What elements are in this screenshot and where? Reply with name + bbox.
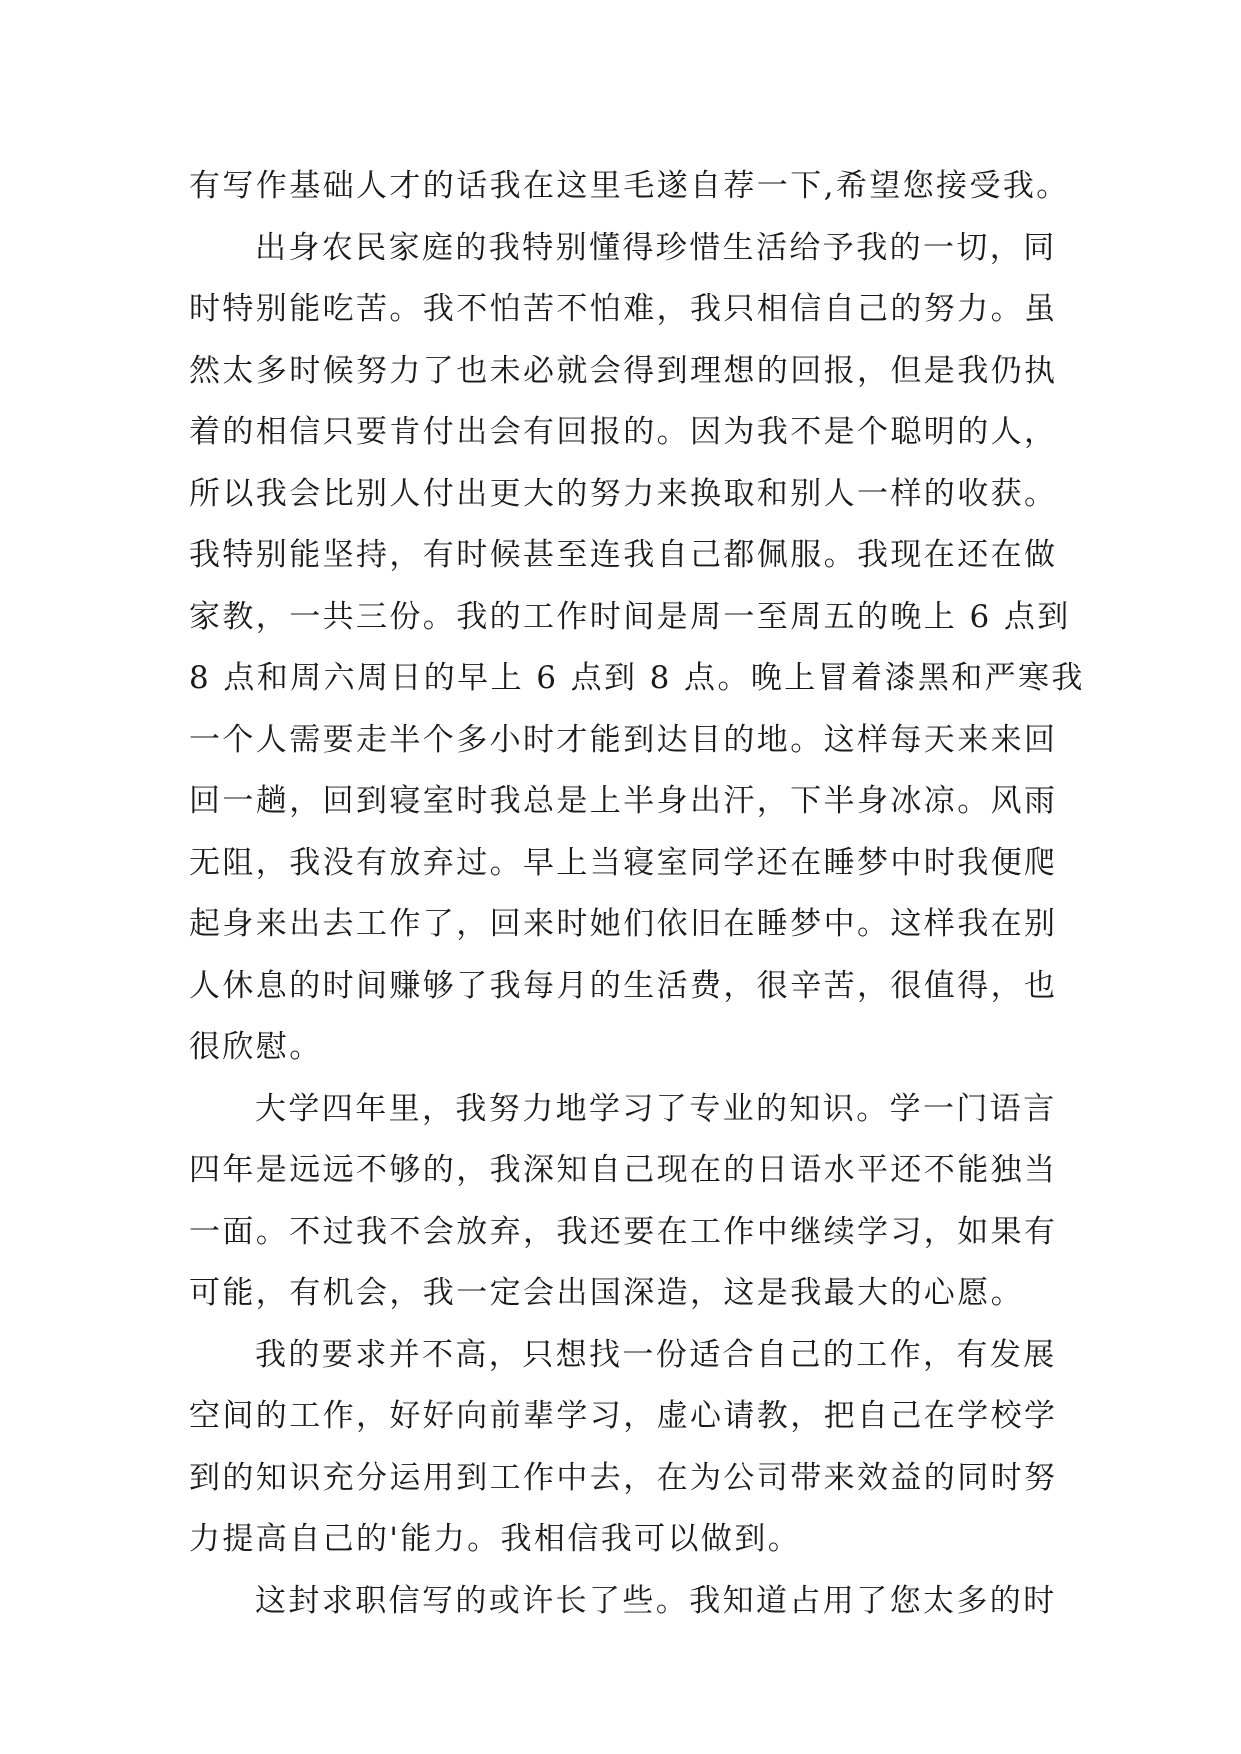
text-line: 然太多时候努力了也未必就会得到理想的回报，但是我仍执: [189, 352, 1058, 389]
text-line: 家教，一共三份。我的工作时间是周一至周五的晚上 6 点到: [189, 598, 1071, 635]
text-line: 回一趟，回到寝室时我总是上半身出汗，下半身冰凉。风雨: [189, 783, 1058, 819]
text-line: 时特别能吃苦。我不怕苦不怕难，我只相信自己的努力。虽: [189, 291, 1058, 327]
text-line: 所以我会比别人付出更大的努力来换取和别人一样的收获。: [189, 475, 1058, 512]
text-line: 力提高自己的'能力。我相信我可以做到。: [189, 1521, 802, 1557]
text-line: 有写作基础人才的话我在这里毛遂自荐一下,希望您接受我。: [189, 168, 1070, 204]
text-line: 着的相信只要肯付出会有回报的。因为我不是个聪明的人，: [189, 414, 1058, 450]
text-line: 四年是远远不够的，我深知自己现在的日语水平还不能独当: [189, 1152, 1058, 1188]
text-line: 一面。不过我不会放弃，我还要在工作中继续学习，如果有: [189, 1213, 1058, 1250]
text-line: 可能，有机会，我一定会出国深造，这是我最大的心愿。: [189, 1275, 1024, 1311]
paragraph-start-line: 大学四年里，我努力地学习了专业的知识。学一门语言: [255, 1090, 1057, 1127]
text-line: 到的知识充分运用到工作中去，在为公司带来效益的同时努: [189, 1459, 1058, 1496]
paragraph-start-line: 我的要求并不高，只想找一份适合自己的工作，有发展: [255, 1336, 1057, 1373]
paragraph-start-line: 这封求职信写的或许长了些。我知道占用了您太多的时: [255, 1582, 1057, 1619]
paragraph-start-line: 出身农民家庭的我特别懂得珍惜生活给予我的一切，同: [255, 229, 1057, 266]
text-line: 人休息的时间赚够了我每月的生活费，很辛苦，很值得，也: [189, 967, 1058, 1004]
letter-body: [189, 156, 1089, 1632]
text-line: 我特别能坚持，有时候甚至连我自己都佩服。我现在还在做: [189, 537, 1058, 573]
text-line: 起身来出去工作了，回来时她们依旧在睡梦中。这样我在别: [189, 906, 1058, 942]
text-line: 空间的工作，好好向前辈学习，虚心请教，把自己在学校学: [189, 1398, 1058, 1434]
text-line: 一个人需要走半个多小时才能到达目的地。这样每天来来回: [189, 721, 1058, 758]
text-line: 很欣慰。: [189, 1029, 323, 1065]
text-line: 8 点和周六周日的早上 6 点到 8 点。晚上冒着漆黑和严寒我: [189, 660, 1085, 696]
text-line: 无阻，我没有放弃过。早上当寝室同学还在睡梦中时我便爬: [189, 844, 1058, 881]
